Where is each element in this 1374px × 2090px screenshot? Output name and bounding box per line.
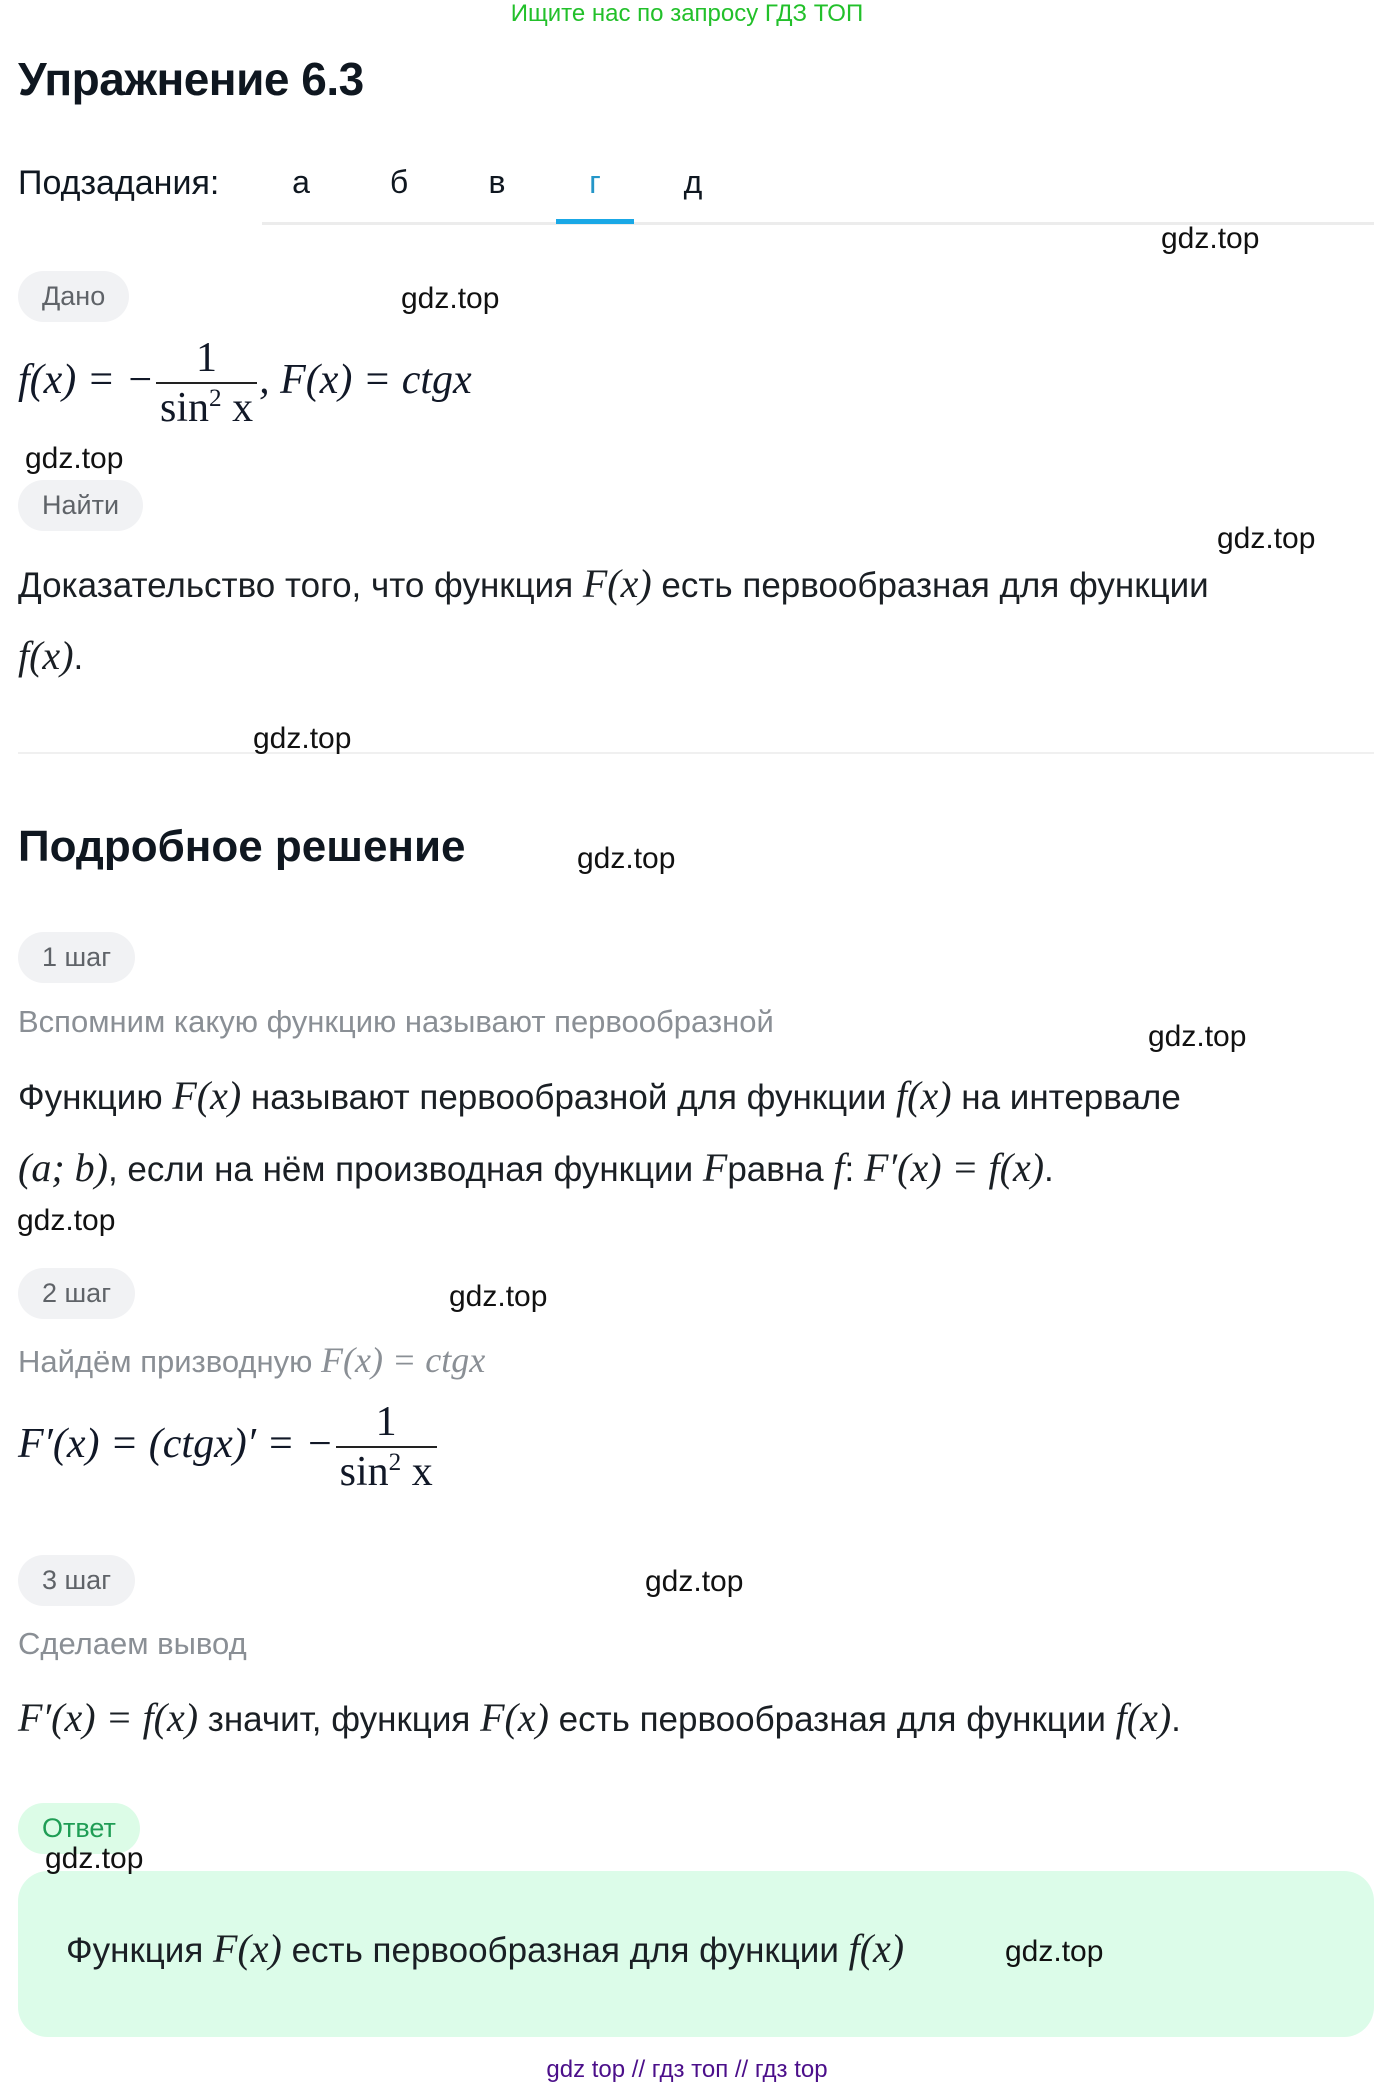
footer-links: gdz top // гдз топ // гдз top [546,2056,828,2083]
watermark: gdz.top [17,1204,116,1237]
given-formula [18,330,472,433]
watermark: gdz.top [1217,522,1316,555]
given-formula-lhs: f(x) = − [18,357,154,403]
find-text-line2: f(x). [18,633,84,678]
step-2-fraction: $\frac{1}{\sin^2 x}$ [336,1398,437,1497]
page-title: Упражнение 6.3 [18,53,364,105]
subtasks-label: Подзадания: [18,164,220,202]
step-3-conclusion: F′(x) = f(x) значит, функция F(x) есть первообразная для функции f(x). [18,1695,1181,1740]
step-2-formula: F′(x) = (ctgx)′ = − $\frac{1}{\sin^2 x}$ [18,1392,439,1497]
find-badge: Найти [18,480,143,531]
step-1-line2: (a; b), если на нём производная функции Fравна f: F′(x) = f(x). [18,1145,1054,1190]
tab-v[interactable]: в [488,164,506,200]
section-divider [18,752,1374,754]
step-2-subtitle: Найдём призводную F(x) = ctgx [18,1340,486,1380]
step-1-subtitle: Вспомним какую функцию называют первообразной [18,1004,774,1039]
given-badge: Дано [18,271,129,322]
watermark: gdz.top [577,842,676,875]
search-banner: Ищите нас по запросу ГДЗ ТОП [510,0,864,27]
answer-badge: Ответ [18,1803,140,1854]
watermark: gdz.top [45,1842,144,1875]
tab-g[interactable]: г [556,164,634,220]
watermark: gdz.top [401,282,500,315]
answer-text: Функция F(x) есть первообразная для функции f(x) [66,1926,905,1971]
tab-a[interactable]: а [292,164,310,200]
find-text-line1: Доказательство того, что функция F(x) есть первообразная для функции [18,561,1209,606]
step-3-subtitle: Сделаем вывод [18,1626,247,1661]
watermark: gdz.top [645,1565,744,1598]
watermark: gdz.top [1148,1020,1247,1053]
watermark: gdz.top [449,1280,548,1313]
watermark: gdz.top [25,442,124,475]
watermark: gdz.top [1005,1935,1104,1968]
watermark: gdz.top [253,722,352,755]
step-1-line1: Функцию F(x) называют первообразной для функции f(x) на интервале [18,1073,1181,1118]
watermark: gdz.top [1161,222,1260,255]
step-2-badge: 2 шаг [18,1268,135,1319]
step-1-badge: 1 шаг [18,932,135,983]
step-3-badge: 3 шаг [18,1555,135,1606]
given-fraction: $\frac{1}{\sin^2 x}$ [156,334,257,433]
tab-d[interactable]: д [683,164,703,200]
tab-b[interactable]: б [389,164,409,200]
subtask-tabs [262,150,1374,225]
solution-title: Подробное решение [18,822,466,871]
given-formula-rest: , F(x) = ctgx [259,357,472,403]
